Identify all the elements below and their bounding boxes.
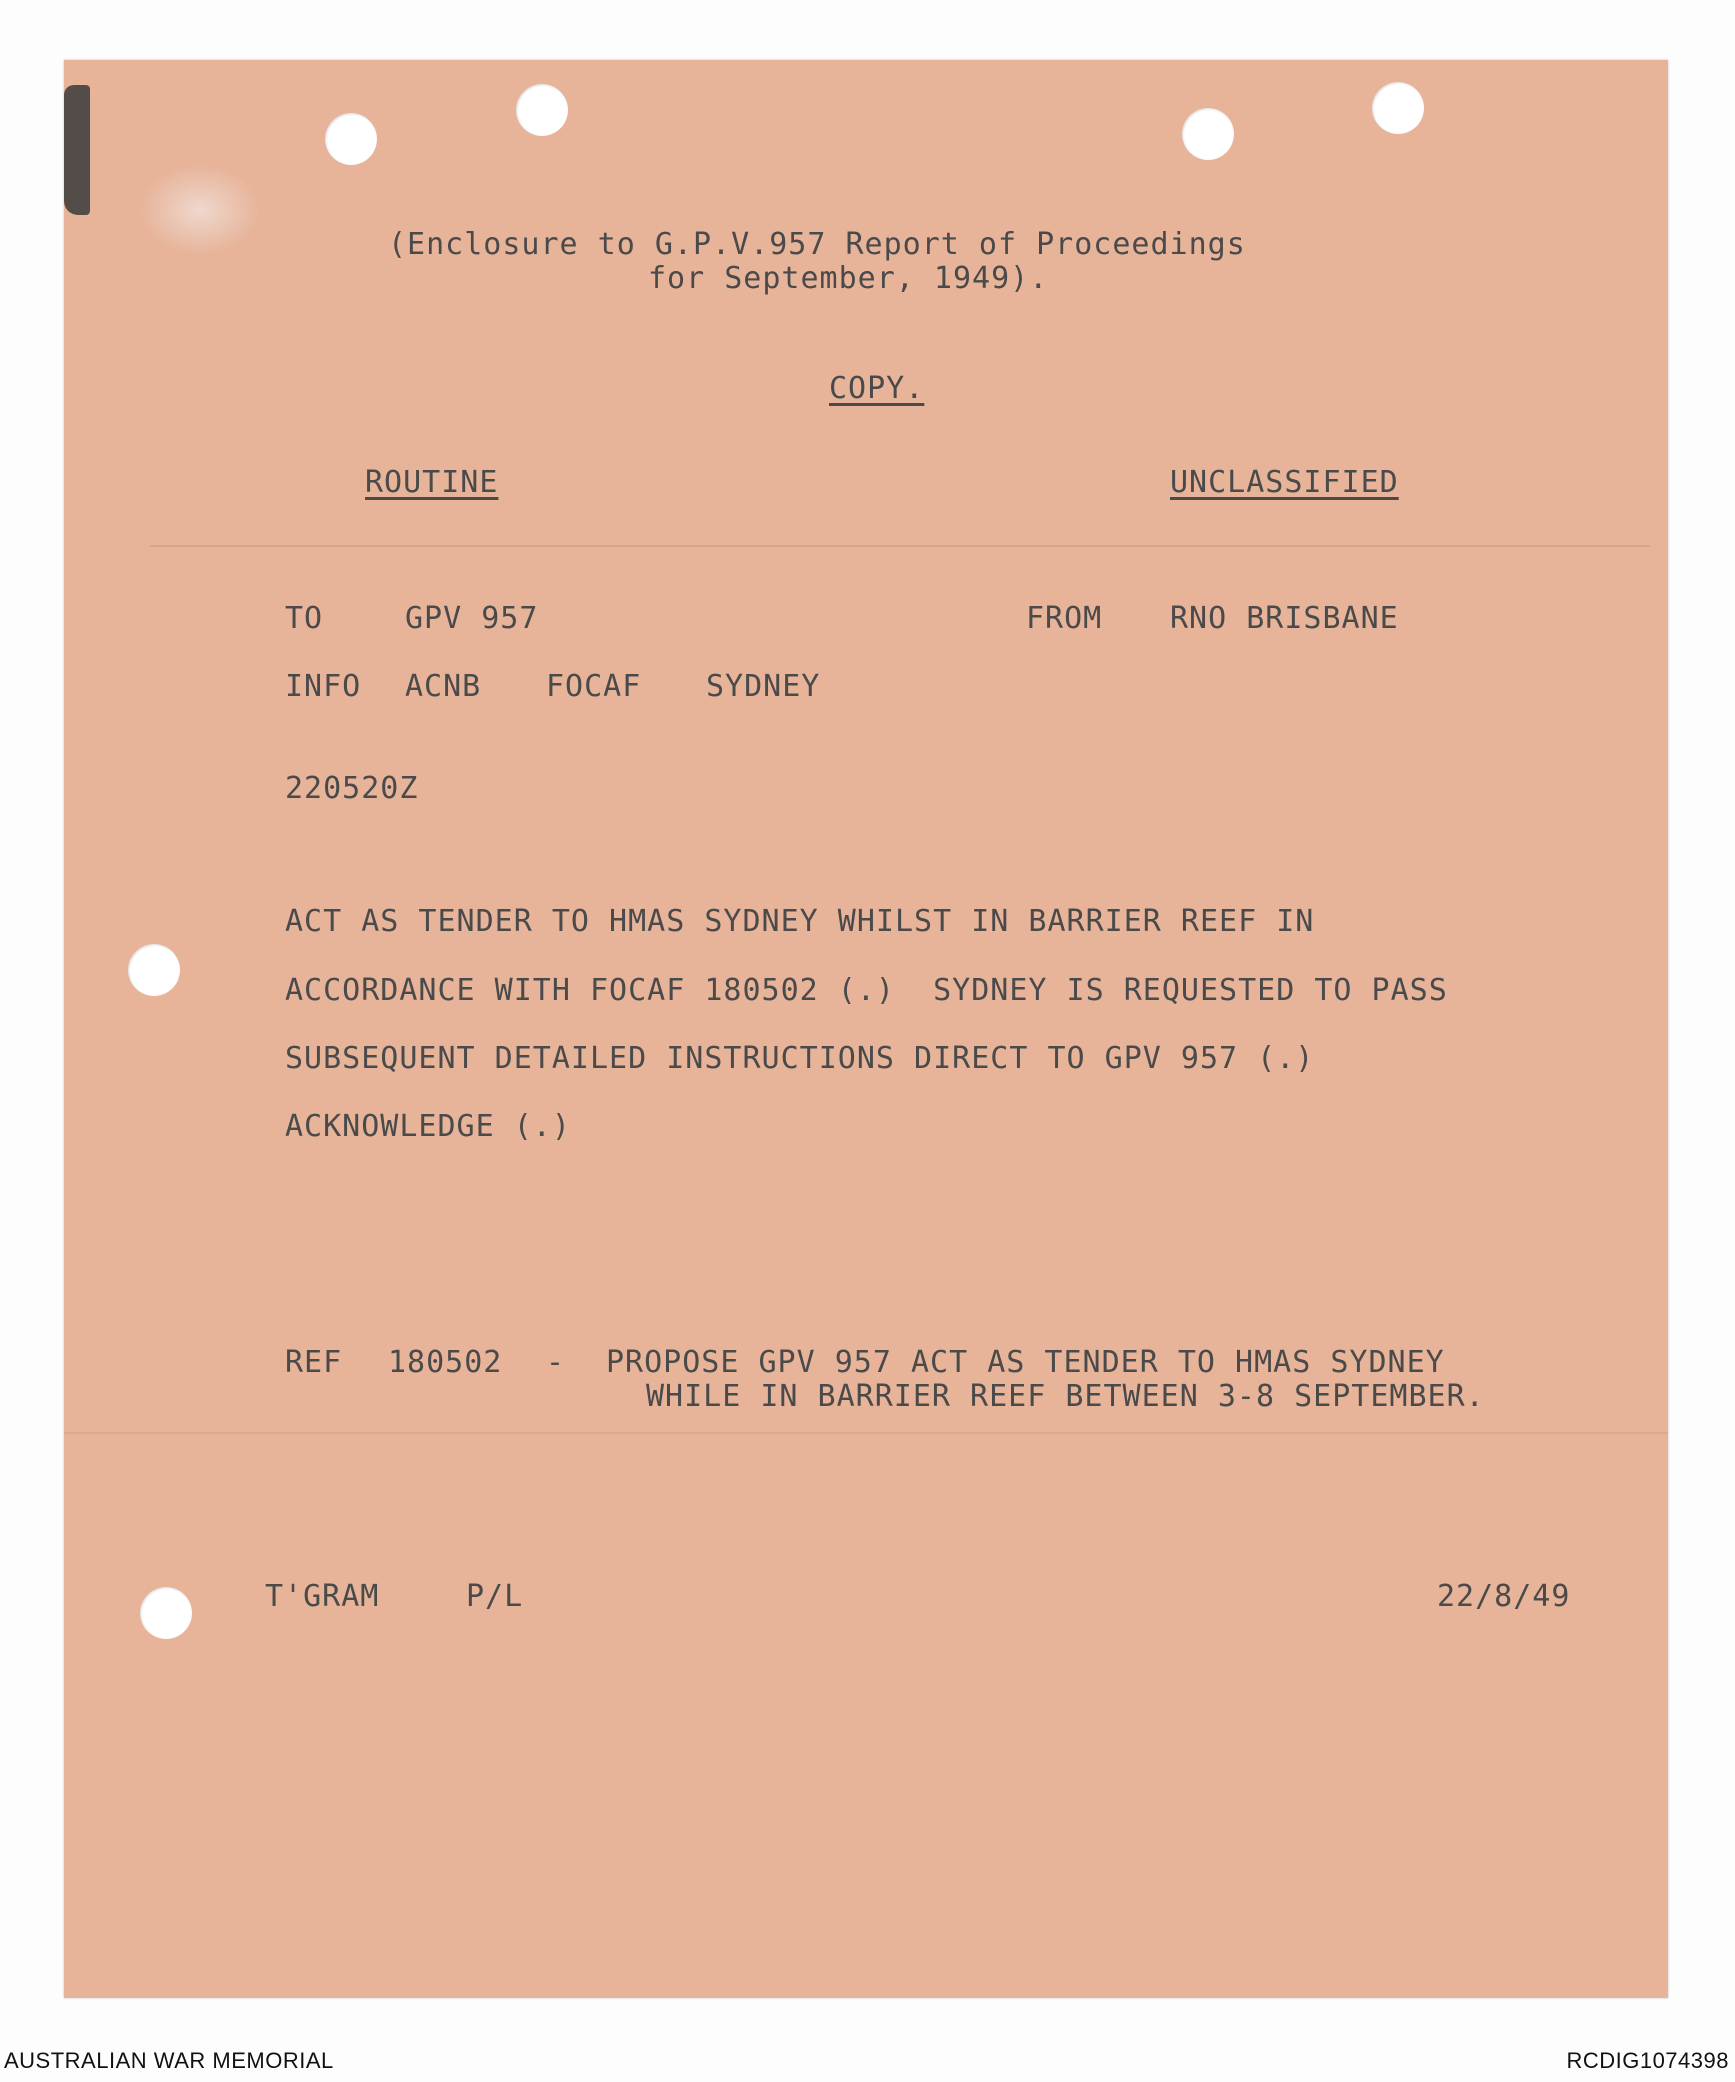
ref-text-line-2: WHILE IN BARRIER REEF BETWEEN 3-8 SEPTEMBER. — [646, 1379, 1485, 1414]
priority-label: ROUTINE — [365, 465, 499, 500]
pl-label: P/L — [466, 1579, 524, 1614]
message-body-line: ACCORDANCE WITH FOCAF 180502 (.) SYDNEY IS REQUESTED TO PASS — [285, 973, 1448, 1008]
from-label: FROM — [1026, 601, 1103, 636]
to-value: GPV 957 — [405, 601, 539, 636]
info-label: INFO — [285, 669, 362, 704]
date-time-group: 220520Z — [285, 771, 419, 806]
document-page — [64, 60, 1668, 1998]
fold-line — [150, 545, 1650, 547]
from-value: RNO BRISBANE — [1170, 601, 1399, 636]
fold-line — [64, 1432, 1668, 1434]
document-date: 22/8/49 — [1437, 1579, 1571, 1614]
punch-hole — [1182, 108, 1234, 160]
to-label: TO — [285, 601, 324, 636]
message-body-line: SUBSEQUENT DETAILED INSTRUCTIONS DIRECT TO GPV 957 (.) — [285, 1041, 1315, 1076]
ref-dash: - — [546, 1345, 566, 1380]
footer-institution: AUSTRALIAN WAR MEMORIAL — [4, 2048, 334, 2073]
copy-label: COPY. — [829, 371, 925, 406]
punch-hole — [140, 1587, 192, 1639]
info-addressee: ACNB — [405, 669, 482, 704]
punch-hole — [128, 944, 180, 996]
footer-catalogue-id: RCDIG1074398 — [1566, 2048, 1729, 2073]
telegram-label: T'GRAM — [265, 1579, 380, 1614]
info-addressee: SYDNEY — [706, 669, 821, 704]
ref-text-line-1: PROPOSE GPV 957 ACT AS TENDER TO HMAS SYDNEY — [606, 1345, 1445, 1380]
paper-damage — [140, 165, 260, 255]
punch-hole — [325, 113, 377, 165]
enclosure-line-1: (Enclosure to G.P.V.957 Report of Proceedings — [388, 227, 1246, 262]
message-body-line: ACKNOWLEDGE (.) — [285, 1109, 571, 1144]
info-addressee: FOCAF — [546, 669, 642, 704]
classification-label: UNCLASSIFIED — [1170, 465, 1399, 500]
ref-label: REF — [285, 1345, 343, 1380]
punch-hole — [516, 84, 568, 136]
ref-number: 180502 — [388, 1345, 503, 1380]
enclosure-line-2: for September, 1949). — [648, 261, 1049, 296]
punch-hole — [1372, 82, 1424, 134]
message-body-line: ACT AS TENDER TO HMAS SYDNEY WHILST IN BARRIER REEF IN — [285, 904, 1315, 939]
tape-mark — [64, 85, 90, 215]
